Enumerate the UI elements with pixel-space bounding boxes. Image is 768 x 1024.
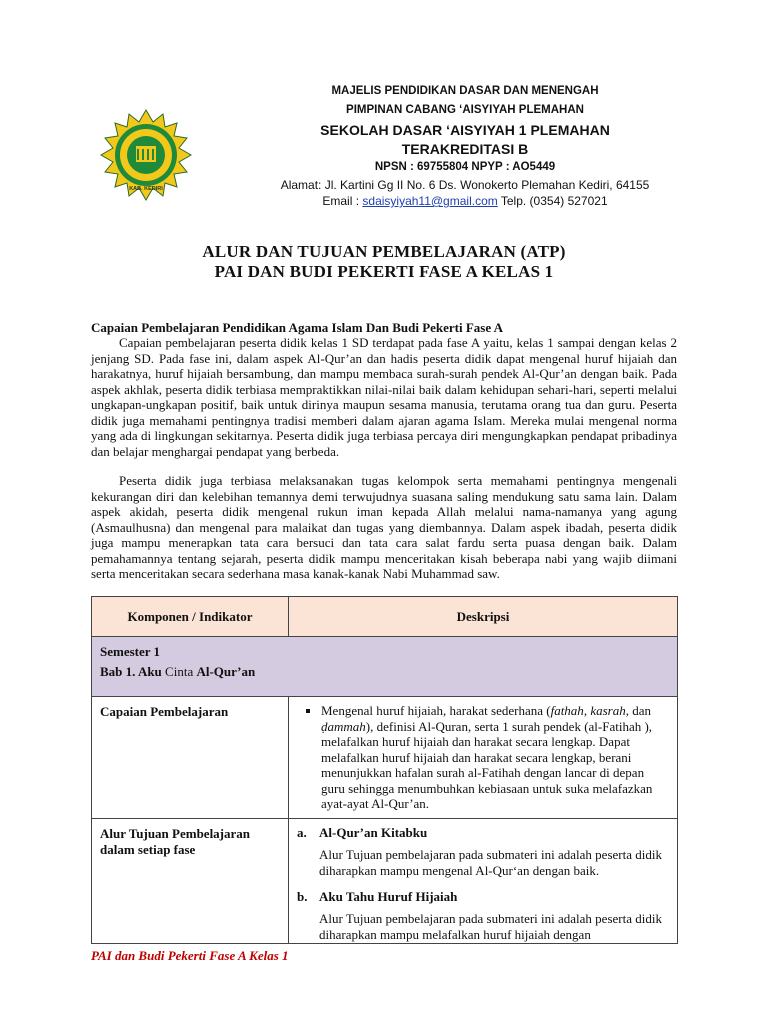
bab-prefix: Bab 1. (100, 664, 136, 679)
capaian-paragraph-2: Peserta didik juga terbiasa melaksanakan tugas kelompok serta memahami pentingnya mengenali kekurangan diri dan kelebihan temannya demi terwujudnya suasana saling mendukung satu sama lain. Dalam aspek akidah, peserta didik mengenal rukun iman kepada Allah melalui nama-namanya yang agung (Asmaulhusna) dan mengenal para malaikat dan tugas yang diembannya. Dalam aspek ibadah, peserta didik juga mampu menerapkan tata cara bersuci dan tata cara salat fardu serta puasa dengan baik. Dalam pemahamannya tentang sejarah, peserta didik mampu menceritakan kisah beberapa nabi yang wajib diimani serta menceritakan secara sederhana masa kanak-kanak Nabi Muhammad saw. (91, 473, 677, 581)
row-alur-description (289, 818, 678, 943)
row-label-capaian: Capaian Pembelajaran (92, 697, 289, 819)
alur-text-b: Alur Tujuan pembelajaran pada submateri ini adalah peserta didik diharapkan mampu melafalkan huruf hijaiah dengan (319, 910, 662, 942)
bab-title (100, 662, 669, 682)
phone: Telp. (0354) 527021 (497, 194, 608, 208)
page-footer: PAI dan Budi Pekerti Fase A Kelas 1 (91, 948, 289, 963)
col-header-deskripsi: Deskripsi (289, 597, 678, 637)
row-capaian-description (289, 697, 678, 819)
capaian-heading: Capaian Pembelajaran Pendidikan Agama Islam Dan Budi Pekerti Fase A (91, 320, 504, 335)
alur-item-a (297, 825, 669, 879)
capaian-bullet-list (297, 703, 669, 812)
alur-item-b (297, 889, 669, 943)
accreditation: TERAKREDITASI B (401, 141, 529, 157)
alur-marker-b: b. (297, 888, 308, 904)
alur-title-a: Al-Qur’an Kitabku (319, 824, 428, 840)
bab-word-1: Aku (135, 664, 162, 679)
atp-table (91, 596, 678, 944)
row-label-alur: Alur Tujuan Pembelajaran dalam setiap fase (92, 818, 289, 943)
capaian-paragraph-1: Capaian pembelajaran peserta didik kelas 1 SD terdapat pada fase A yaitu, kelas 1 sampai dengan kelas 2 jenjang SD. Pada fase ini, dalam aspek Al-Qur’an dan hadis peserta didik dapat mengenal huruf hijaiah dan harakatnya, huruf hijaiah bersambung, dan mampu membaca surah-surah pendek Al-Qur’an dengan baik. Pada aspek akhlak, peserta didik terbiasa mempraktikkan nilai-nilai baik dalam kehidupan sehari-hari, seperti melalui ungkapan-ungkapan positif, baik untuk dirinya maupun sesama manusia, terutama orang tua dan guru. Peserta didik juga memahami pentingnya tradisi memberi dalam ajaran agama Islam. Mereka mulai mengenal norma yang ada di lingkungan sekitarnya. Peserta didik juga terbiasa percaya diri mengungkapkan pendapat pribadinya dan belajar menghargai pendapat yang berbeda. (91, 335, 677, 459)
org-line-1: MAJELIS PENDIDIKAN DASAR DAN MENENGAH (331, 85, 599, 97)
bab-word-3: Al-Qur’an (196, 664, 256, 679)
logo-caption: KAB. KEDIRI (129, 186, 163, 192)
alur-text-a: Alur Tujuan pembelajaran pada submateri ini adalah peserta didik diharapkan mampu mengenal Al-Qur‘an dengan baik. (319, 846, 662, 878)
school-name: SEKOLAH DASAR ‘AISYIYAH 1 PLEMAHAN (320, 122, 610, 138)
org-line-2: PIMPINAN CABANG ‘AISYIYAH PLEMAHAN (346, 104, 584, 116)
email-label: Email : (322, 194, 363, 208)
doc-title-line-2: PAI DAN BUDI PEKERTI FASE A KELAS 1 (214, 262, 554, 281)
alur-marker-a: a. (297, 824, 307, 840)
school-logo (91, 109, 201, 201)
address: Alamat: Jl. Kartini Gg II No. 6 Ds. Wonokerto Plemahan Kediri, 64155 (280, 178, 650, 192)
bab-word-2: Cinta (161, 664, 197, 679)
alur-title-b: Aku Tahu Huruf Hijaiah (319, 888, 458, 904)
col-header-komponen: Komponen / Indikator (92, 597, 289, 637)
capaian-bullet: ▪ Mengenal huruf hijaiah, harakat sederhana (fathah, kasrah, dan ḍammah), definisi Al-Quran, serta 1 surah pendek (al-Fatihah ), melafalkan huruf hijaiah dan harakat secara lengkap. Dapat melafalkan huruf hijaiah dan harakat secara lengkap, berani menunjukkan hafalan surah al-Fatihah dengan lancar di depan guru sehingga menumbuhkan kebiasaan untuk suka melafazkan ayat-ayat Al-Qur’an. (321, 703, 669, 812)
semester-label: Semester 1 (100, 644, 161, 659)
contact-line (250, 194, 680, 208)
doc-title-line-1: ALUR DAN TUJUAN PEMBELAJARAN (ATP) (202, 242, 566, 261)
email-link[interactable]: sdaisyiyah11@gmail.com (362, 194, 498, 208)
npsn: NPSN : 69755804 NPYP : AO5449 (374, 161, 556, 173)
semester-row (92, 637, 678, 697)
